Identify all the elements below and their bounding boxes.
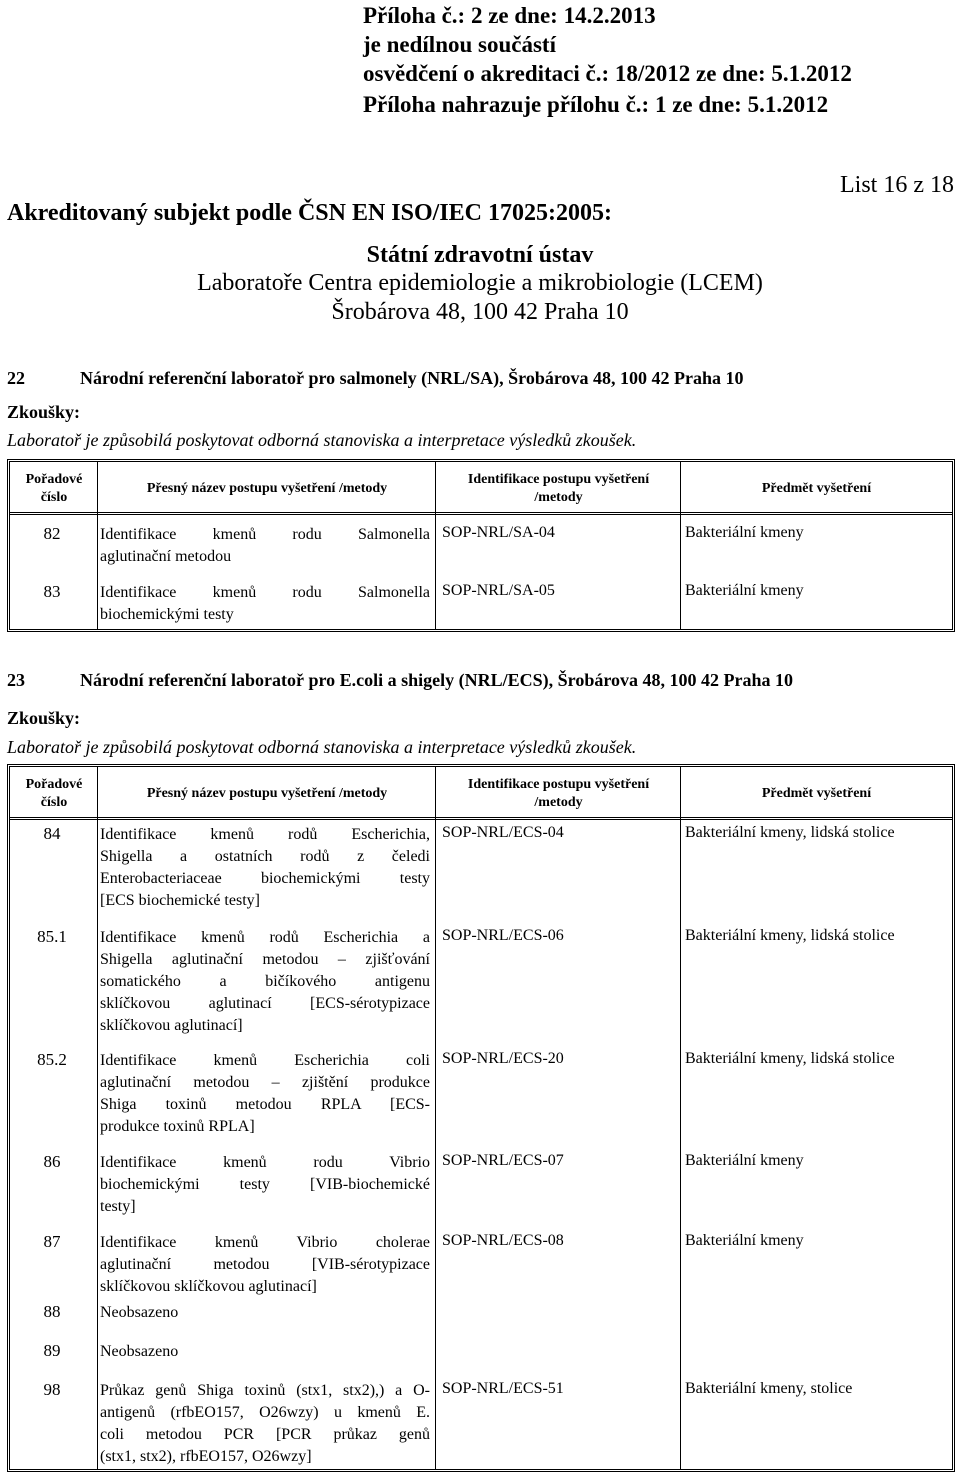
header-line-4: Příloha nahrazuje přílohu č.: 1 ze dne: 5.1.2012	[363, 92, 829, 117]
row-method-name: Neobsazeno	[100, 1304, 179, 1321]
row-method-name: Neobsazeno	[100, 1343, 179, 1360]
row-method-name: Průkaz genů Shiga toxinů (stx1, stx2),) a O- antigenů (rfbEO157, O26wzy) u kmenů E. coli metodou PCR [PCR průkaz genů (stx1, stx2), rfbEO157, O26wzy]	[100, 1382, 430, 1465]
row-number: 85.1	[37, 927, 67, 946]
row-number: 82	[43, 524, 61, 543]
row-method-name: Identifikace kmenů rodů Escherichia, Shigella a ostatních rodů z čeledi Enterobacteriaceae biochemickými testy [ECS biochemické testy]	[100, 826, 430, 909]
row-method-name: Identifikace kmenů rodu Salmonella biochemickými testy	[100, 584, 430, 623]
institution-name: Státní zdravotní ústav	[366, 242, 594, 268]
page-number: List 16 z 18	[840, 172, 954, 198]
col-header-identification: Identifikace postupu vyšetření /metody	[467, 472, 650, 505]
col-header-name: Přesný název postupu vyšetření /metody	[146, 786, 388, 801]
section-number: 23	[7, 670, 25, 690]
row-sop-id: SOP-NRL/ECS-51	[442, 1380, 564, 1397]
header-line-3: osvědčení o akreditaci č.: 18/2012 ze dne: 5.1.2012	[363, 61, 852, 86]
section-name: Národní referenční laboratoř pro E.coli a shigely (NRL/ECS), Šrobárova 48, 100 42 Praha 10	[80, 670, 794, 690]
section-name: Národní referenční laboratoř pro salmonely (NRL/SA), Šrobárova 48, 100 42 Praha 10	[80, 368, 744, 388]
col-header-name: Přesný název postupu vyšetření /metody	[146, 481, 388, 496]
row-number: 98	[43, 1380, 61, 1399]
section-title	[7, 670, 793, 691]
row-number: 85.2	[37, 1050, 67, 1069]
row-sop-id: SOP-NRL/ECS-08	[442, 1232, 564, 1249]
col-header-subject: Předmět vyšetření	[761, 481, 872, 496]
row-method-name: Identifikace kmenů Escherichia coli aglutinační metodou – zjištění produkce Shiga toxinů metodou RPLA [ECS- produkce toxinů RPLA]	[100, 1052, 430, 1135]
row-sop-id: SOP-NRL/ECS-20	[442, 1050, 564, 1067]
row-method-name: Identifikace kmenů Vibrio cholerae aglutinační metodou [VIB-sérotypizace sklíčkovou sklíčkovou aglutinací]	[100, 1234, 430, 1295]
row-number: 88	[43, 1302, 61, 1321]
tests-table	[7, 764, 955, 1472]
tests-label: Zkoušky:	[7, 708, 81, 728]
row-subject: Bakteriální kmeny, stolice	[685, 1380, 853, 1397]
section-title	[7, 368, 744, 389]
row-subject: Bakteriální kmeny, lidská stolice	[685, 1050, 895, 1067]
table-header	[10, 767, 952, 820]
row-subject: Bakteriální kmeny, lidská stolice	[685, 927, 895, 944]
header-line-1: Příloha č.: 2 ze dne: 14.2.2013	[363, 3, 656, 28]
row-sop-id: SOP-NRL/SA-05	[442, 582, 555, 599]
table-header	[10, 462, 952, 515]
row-subject: Bakteriální kmeny	[685, 1232, 804, 1249]
row-sop-id: SOP-NRL/SA-04	[442, 524, 555, 541]
row-method-name: Identifikace kmenů rodu Vibrio biochemickými testy [VIB-biochemické testy]	[100, 1154, 430, 1215]
row-sop-id: SOP-NRL/ECS-04	[442, 824, 564, 841]
institution-address: Šrobárova 48, 100 42 Praha 10	[331, 299, 629, 325]
row-number: 87	[43, 1232, 61, 1251]
row-number: 86	[43, 1152, 61, 1171]
tests-label: Zkoušky:	[7, 402, 81, 422]
col-header-identification: Identifikace postupu vyšetření /metody	[467, 777, 650, 810]
competence-note: Laboratoř je způsobilá poskytovat odborná stanoviska a interpretace výsledků zkoušek.	[7, 737, 637, 757]
row-sop-id: SOP-NRL/ECS-07	[442, 1152, 564, 1169]
row-subject: Bakteriální kmeny	[685, 1152, 804, 1169]
col-header-number: Pořadové číslo	[25, 777, 83, 810]
competence-note: Laboratoř je způsobilá poskytovat odborná stanoviska a interpretace výsledků zkoušek.	[7, 430, 637, 450]
row-sop-id: SOP-NRL/ECS-06	[442, 927, 564, 944]
row-subject: Bakteriální kmeny	[685, 524, 804, 541]
tests-table	[7, 459, 955, 632]
section-number: 22	[7, 368, 25, 388]
row-method-name: Identifikace kmenů rodu Salmonella aglutinační metodou	[100, 526, 430, 565]
row-number: 84	[43, 824, 61, 843]
row-method-name: Identifikace kmenů rodů Escherichia a Shigella aglutinační metodou – zjišťování somatického a bičíkového antigenu sklíčkovou aglutinací [ECS-sérotypizace sklíčkovou aglutinací]	[100, 929, 430, 1034]
row-number: 83	[43, 582, 61, 601]
row-subject: Bakteriální kmeny	[685, 582, 804, 599]
col-header-subject: Předmět vyšetření	[761, 786, 872, 801]
col-header-number: Pořadové číslo	[25, 472, 83, 505]
row-number: 89	[43, 1341, 61, 1360]
institution-department: Laboratoře Centra epidemiologie a mikrobiologie (LCEM)	[197, 270, 763, 296]
header-line-2: je nedílnou součástí	[363, 32, 556, 57]
row-subject: Bakteriální kmeny, lidská stolice	[685, 824, 895, 841]
accredited-subject-label: Akreditovaný subjekt podle ČSN EN ISO/IEC 17025:2005:	[7, 200, 612, 226]
